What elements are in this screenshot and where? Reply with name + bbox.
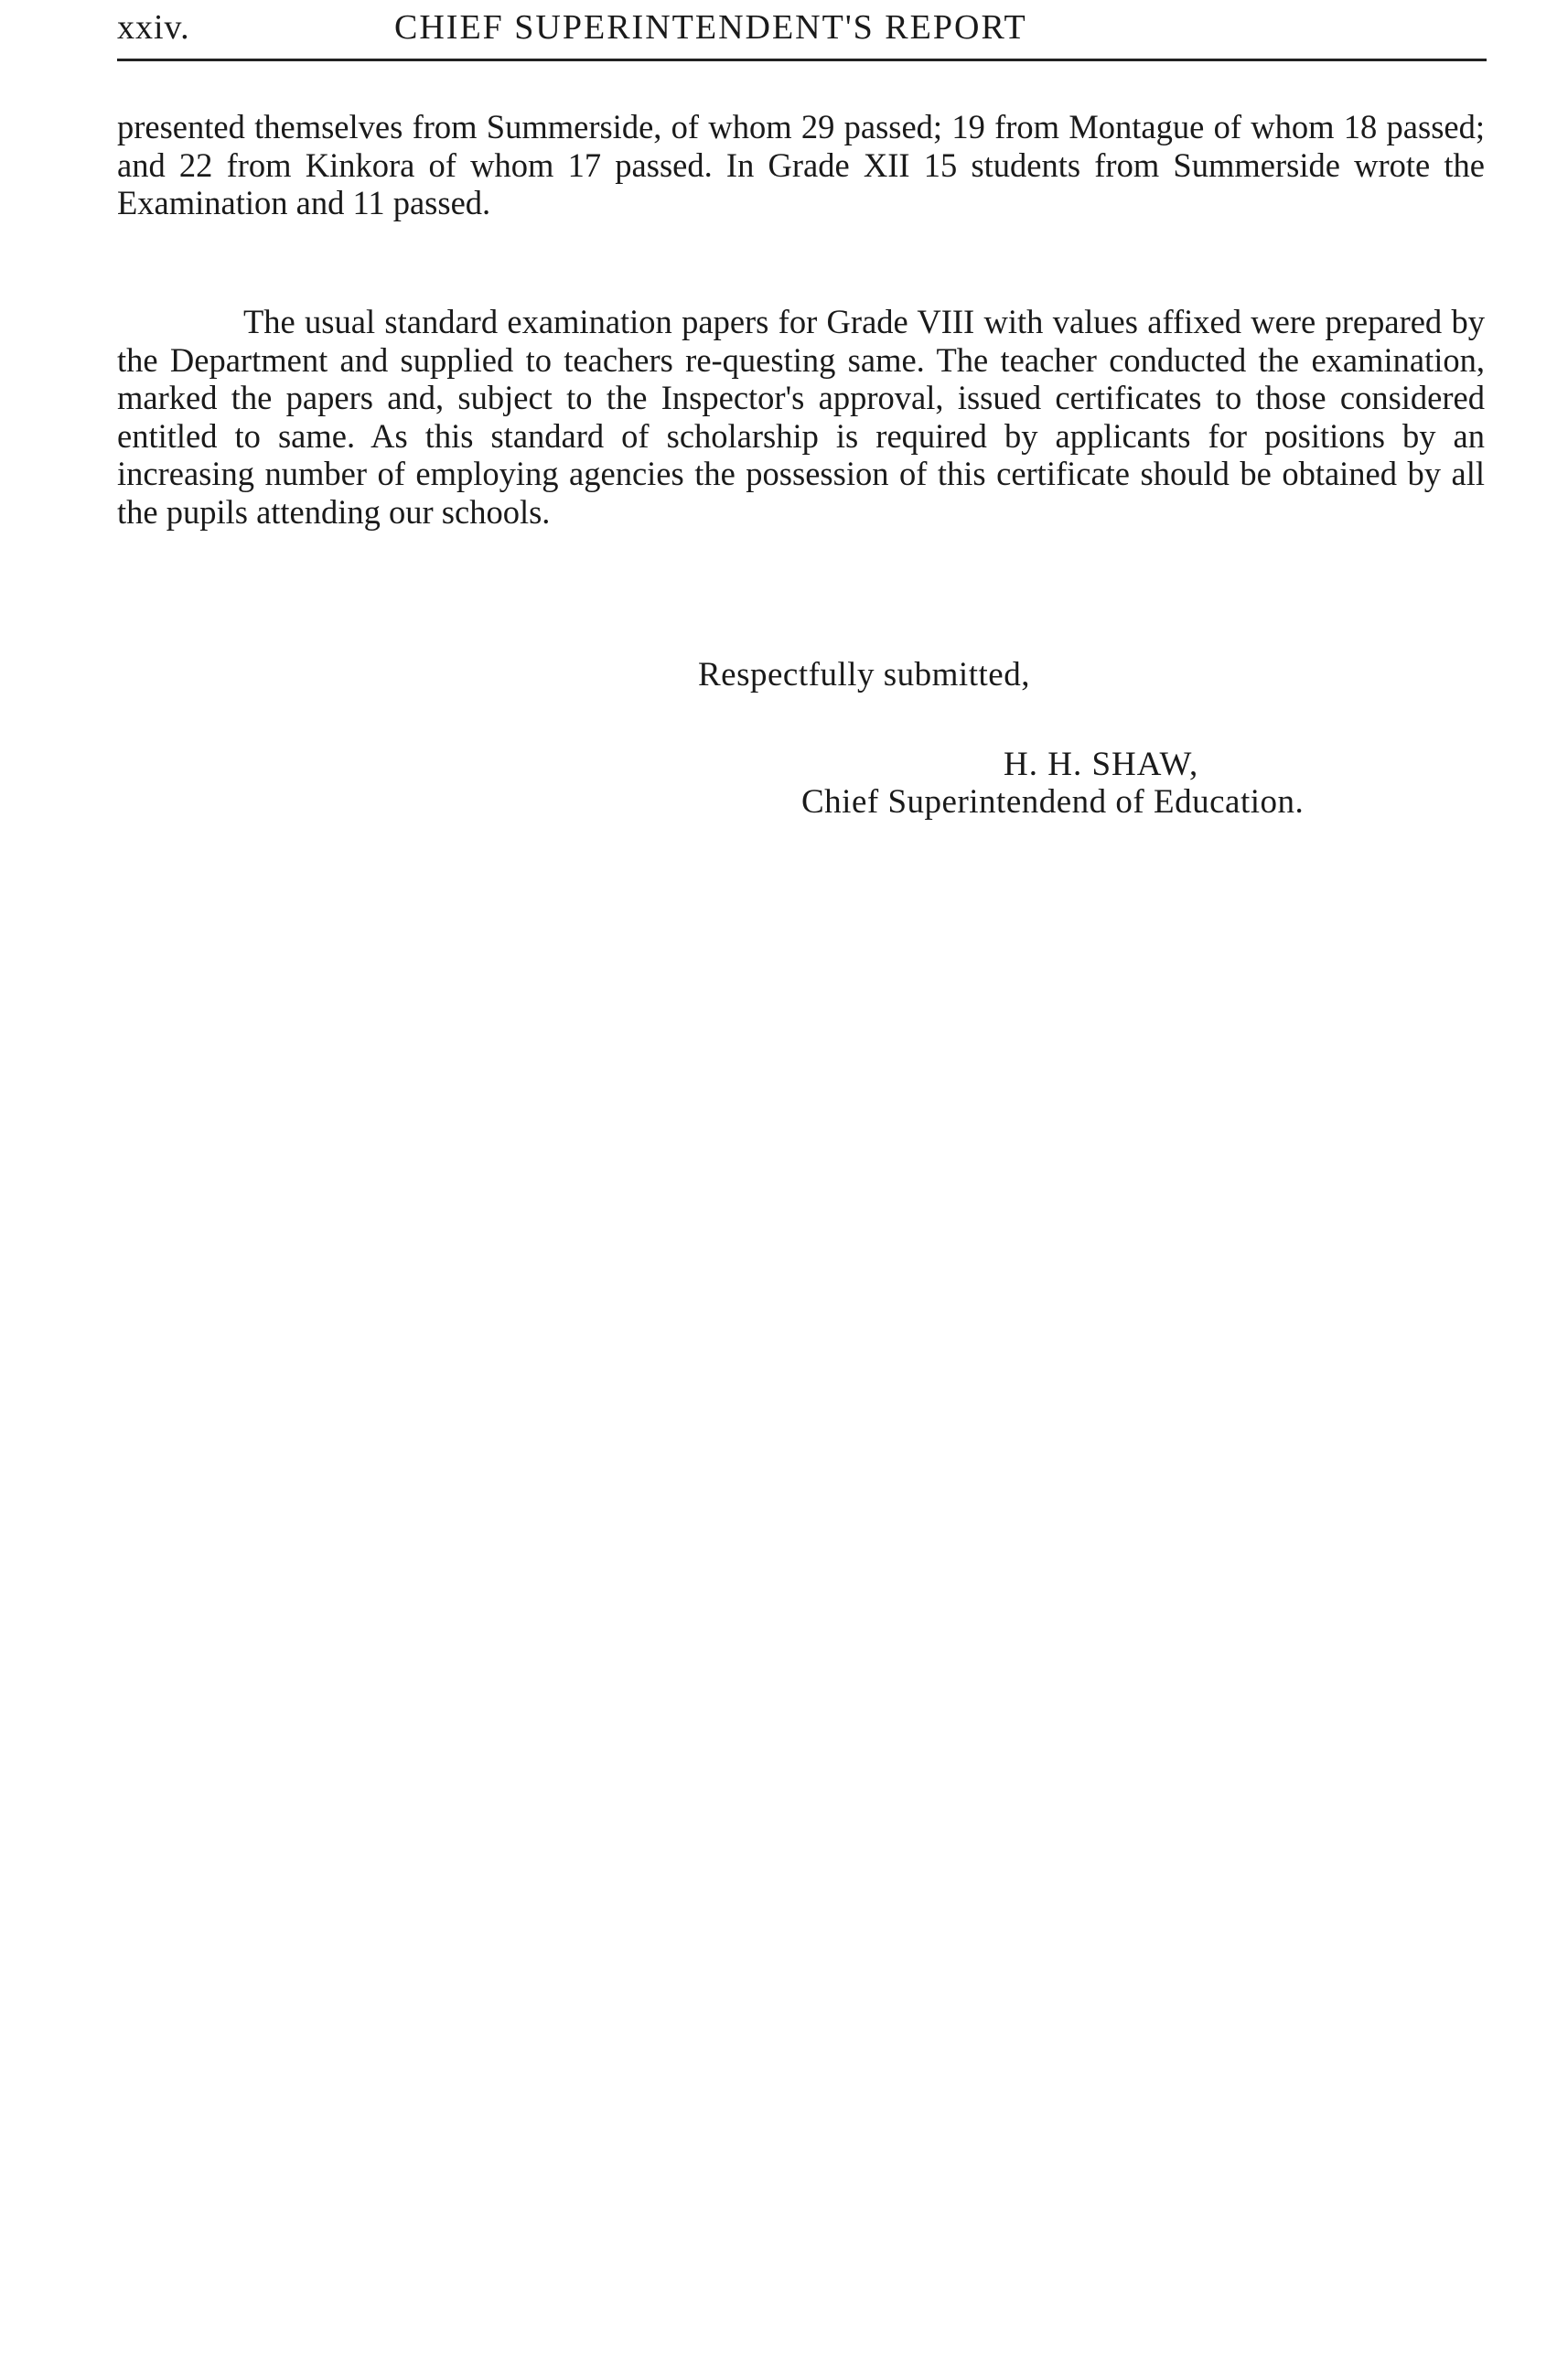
closing-line: Respectfully submitted,	[698, 656, 1030, 694]
signatory-title: Chief Superintendend of Education.	[801, 783, 1305, 821]
signatory-name: H. H. SHAW,	[1004, 746, 1199, 783]
running-title: CHIEF SUPERINTENDENT'S REPORT	[394, 8, 1027, 47]
page-header	[117, 5, 1487, 59]
page-number: xxiv.	[117, 8, 190, 47]
header-rule	[117, 59, 1487, 61]
paragraph-1: presented themselves from Summerside, of whom 29 passed; 19 from Montague of whom 18 passed; and 22 from Kinkora of whom 17 passed. In Grade XII 15 students from Summerside wrote the Examination and 11 passed.	[117, 108, 1485, 221]
paragraph-2: The usual standard examination papers for Grade VIII with values affixed were prepared by the Department and supplied to teachers re-questing same. The teacher conducted the examination, marked the papers and, subject to the Inspector's approval, issued certificates to those considered entitled to same. As this standard of scholarship is required by applicants for positions by an increasing number of employing agencies the possession of this certificate should be obtained by all the pupils attending our schools.	[117, 303, 1485, 531]
